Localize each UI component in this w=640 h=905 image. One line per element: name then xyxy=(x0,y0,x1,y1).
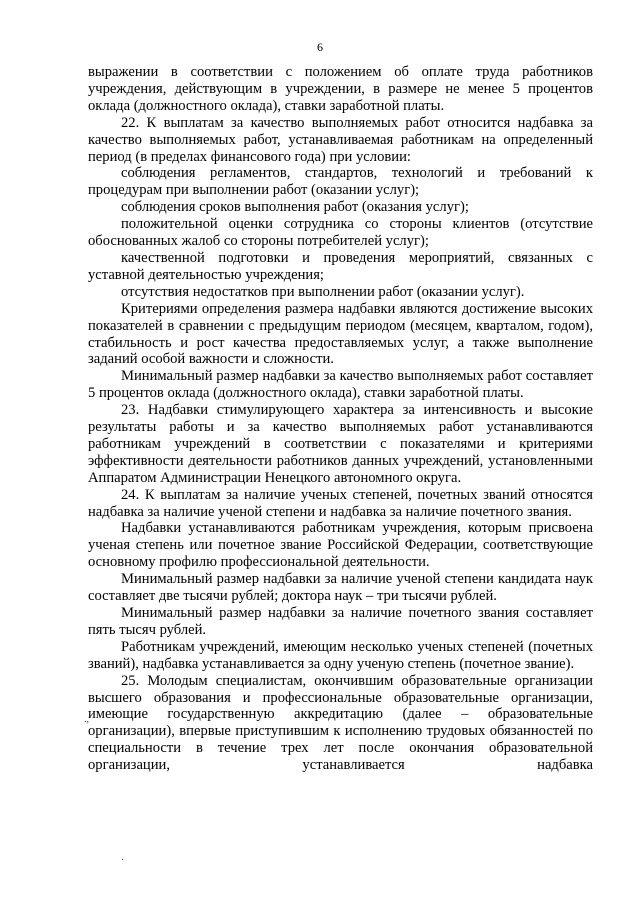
paragraph-23: 23. Надбавки стимулирующего характера за интенсивность и высокие результаты работы и за качество выполняемых работ устанавливаются работникам учреждений в соответствии с показателями и критериями эффективности деятельности работников данных учреждений, установленными Аппаратом Администрации Ненецкого автономного округа. xyxy=(88,402,593,486)
condition-regulations: соблюдения регламентов, стандартов, технологий и требований к процедурам при выполнении работ (оказании услуг); xyxy=(88,165,593,199)
condition-no-defects: отсутствия недостатков при выполнении работ (оказании услуг). xyxy=(121,283,525,300)
condition-client-assessment: положительной оценки сотрудника со стороны клиентов (отсутствие обоснованных жалоб со стороны потребителей услуг); xyxy=(88,216,593,250)
paragraph-multiple-degrees: Работникам учреждений, имеющим несколько ученых степеней (почетных званий), надбавка устанавливается за одну ученую степень (почетное звание). xyxy=(88,638,593,672)
document-body xyxy=(88,64,593,774)
scan-mark: ., xyxy=(84,714,89,725)
paragraph-25: 25. Молодым специалистам, окончившим образовательные организации высшего образования и профессиональные образовательные организации, имеющие государственную аккредитацию (далее – образовательные организации), впервые приступившим к исполнению трудовых обязанностей по специальности в течение трех лет после окончания образовательной организации, устанавливается надбавка xyxy=(88,672,593,774)
paragraph-24: 24. К выплатам за наличие ученых степеней, почетных званий относятся надбавка за наличие ученой степени и надбавка за наличие почетного звания. xyxy=(88,486,593,520)
paragraph-continuation: выражении в соответствии с положением об оплате труда работников учреждения, действующим в учреждении, в размере не менее 5 процентов оклада (должностного оклада), ставки заработной платы. xyxy=(88,64,593,114)
condition-deadlines: соблюдения сроков выполнения работ (оказания услуг); xyxy=(121,199,469,216)
page-number: 6 xyxy=(317,40,323,54)
paragraph-criteria: Критериями определения размера надбавки являются достижение высоких показателей в сравнении с предыдущим периодом (месяцем, кварталом, годом), стабильность и рост качества предоставляемых услуг, а также выполнение заданий особой важности и сложности. xyxy=(88,300,593,368)
paragraph-allowances: Надбавки устанавливаются работникам учреждения, которым присвоена ученая степень или почетное звание Российской Федерации, соответствующие основному профилю профессиональной деятельности. xyxy=(88,520,593,571)
paragraph-quality-minimum: Минимальный размер надбавки за качество выполняемых работ составляет 5 процентов оклада (должностного оклада), ставки заработной платы. xyxy=(88,368,593,402)
paragraph-22: 22. К выплатам за качество выполняемых работ относится надбавка за качество выполняемых работ, устанавливаемая работникам на определенный период (в пределах финансового года) при условии: xyxy=(88,114,593,165)
condition-events: качественной подготовки и проведения мероприятий, связанных с уставной деятельностью учреждения; xyxy=(88,249,593,283)
scan-dot: · xyxy=(121,855,125,866)
paragraph-degree-minimum: Минимальный размер надбавки за наличие ученой степени кандидата наук составляет две тысячи рублей; доктора наук – три тысячи рублей. xyxy=(88,571,593,605)
paragraph-title-minimum: Минимальный размер надбавки за наличие почетного звания составляет пять тысяч рублей. xyxy=(88,605,593,638)
